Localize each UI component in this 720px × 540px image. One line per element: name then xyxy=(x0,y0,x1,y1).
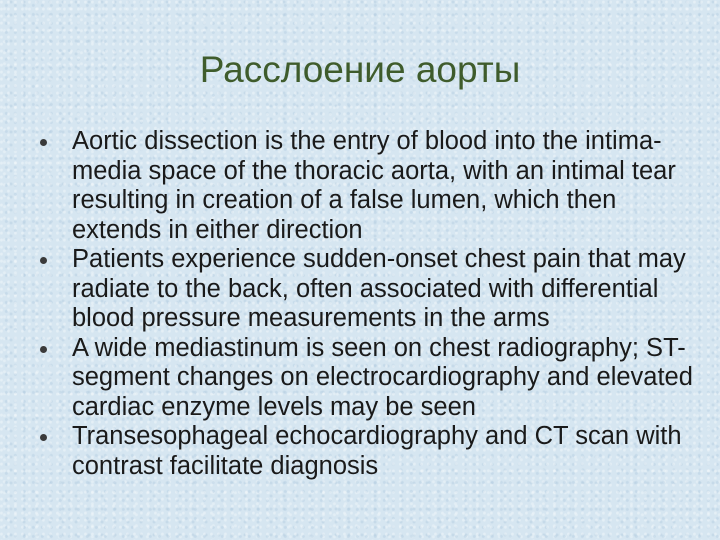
bullet-item xyxy=(36,245,704,334)
bullet-text: A wide mediastinum is seen on chest radiography; ST-segment changes on electrocardiography and elevated cardiac enzyme levels may be seen xyxy=(72,333,693,421)
bullet-text: Aortic dissection is the entry of blood into the intima-media space of the thoracic aorta, with an intimal tear resulting in creation of a false lumen, which then extends in either direction xyxy=(72,127,676,244)
bullet-item xyxy=(36,422,704,481)
bullet-text: Transesophageal echocardiography and CT scan with contrast facilitate diagnosis xyxy=(72,422,682,480)
bullet-item xyxy=(36,334,704,423)
bullet-list xyxy=(36,127,704,481)
bullet-dot-icon xyxy=(40,434,47,441)
bullet-dot-icon xyxy=(40,257,47,264)
bullet-text: Patients experience sudden-onset chest pain that may radiate to the back, often associated with differential blood pressure measurements in the arms xyxy=(72,245,686,332)
bullet-dot-icon xyxy=(40,139,47,146)
slide-title: Расслоение аорты xyxy=(199,49,521,90)
bullet-dot-icon xyxy=(40,346,47,353)
bullet-item xyxy=(36,127,704,245)
